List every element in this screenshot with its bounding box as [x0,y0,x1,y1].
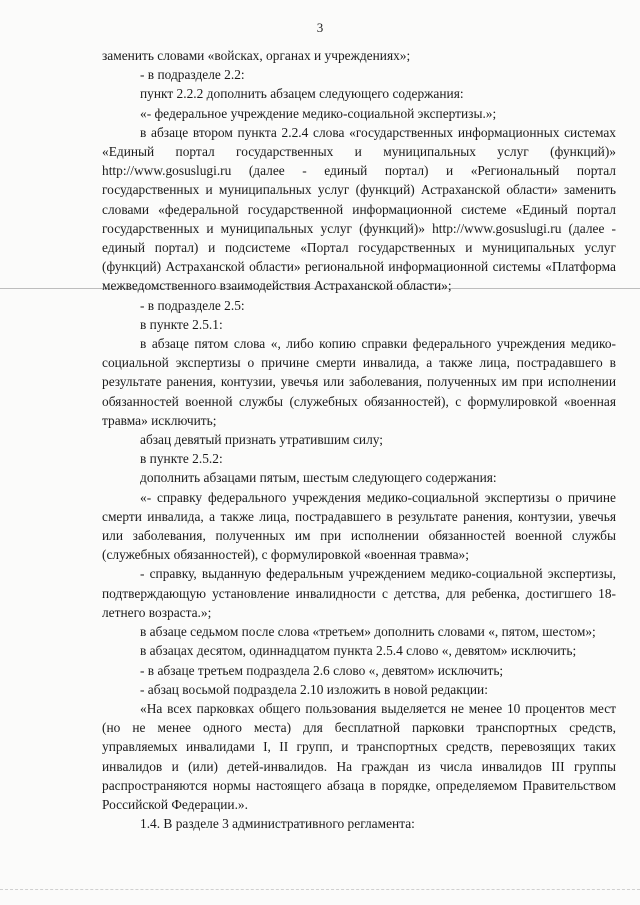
paragraph: заменить словами «войсках, органах и учреждениях»; [102,48,411,63]
paragraph: в абзаце седьмом после слова «третьем» дополнить словами «, пятом, шестом»; [140,624,596,640]
paragraph: «- справку федерального учреждения медико-социальной экспертизы о причине смерти инвалида, а также лица, пострадавшего в результате ранения, контузии, увечья или заболевания, полученных им при исполнении обязанностей военной службы (служебных обязанностей), с формулировкой «военная травма»; [102,489,616,563]
paragraph: в пункте 2.5.2: [140,451,223,467]
paragraph: - абзац восьмой подраздела 2.10 изложить в новой редакции: [140,681,488,697]
paragraph: 1.4. В разделе 3 административного регламента: [140,816,415,832]
paragraph: - в абзаце третьем подраздела 2.6 слово «, девятом» исключить; [140,662,504,678]
paragraph: - в подразделе 2.2: [140,67,245,83]
paragraph: в абзаце втором пункта 2.2.4 слова «государственных информационных системах «Единый портал государственных и муниципальных услуг (функций)» http://www.gosuslugi.ru (далее - единый портал) и «Региональный портал государственных и муниципальных услуг (функций) Астраханской области» заменить словами «федеральной государственной информационной системе «Единый портал государственных и муниципальных услуг (функций)» http://www.gosuslugi.ru (далее - единый портал) и подсистеме «Портал государственных и муниципальных услуг (функций) Астраханской области» региональной информационной системы «Платформа межведомственного взаимодействия Астраханской области»; [102,124,616,294]
paragraph: пункт 2.2.2 дополнить абзацем следующего содержания: [140,86,464,102]
scan-line-bottom [0,889,640,890]
paragraph: в абзацах десятом, одиннадцатом пункта 2.5.4 слово «, девятом» исключить; [140,643,577,659]
paragraph: «- федеральное учреждение медико-социальной экспертизы.»; [140,105,497,121]
paragraph: дополнить абзацами пятым, шестым следующего содержания: [140,470,497,486]
paragraph: в пункте 2.5.1: [140,316,223,332]
paragraph: «На всех парковках общего пользования выделяется не менее 10 процентов мест (но не менее одного места) для бесплатной парковки транспортных средств, управляемых инвалидами I, II групп, и транспортных средств, перевозящих таких инвалидов и (или) детей-инвалидов. На граждан из числа инвалидов III группы распространяются нормы настоящего абзаца в порядке, определяемом Правительством Российской Федерации.». [102,700,616,812]
paragraph: - справку, выданную федеральным учреждением медико-социальной экспертизы, подтверждающую установление инвалидности с детства, для ребенка, достигшего 18-летнего возраста.»; [102,566,616,620]
page-number: 3 [316,20,324,35]
paragraph: - в подразделе 2.5: [140,297,245,313]
paragraph: абзац девятый признать утратившим силу; [140,432,383,448]
paragraph: в абзаце пятом слова «, либо копию справки федерального учреждения медико-социальной экспертизы о причине смерти инвалида, а также лица, пострадавшего в результате ранения, контузии, увечья или заболевания, полученных им при исполнении обязанностей военной службы (служебных обязанностей), с формулировкой «военная травма» исключить; [102,336,616,428]
document-body [102,46,616,833]
